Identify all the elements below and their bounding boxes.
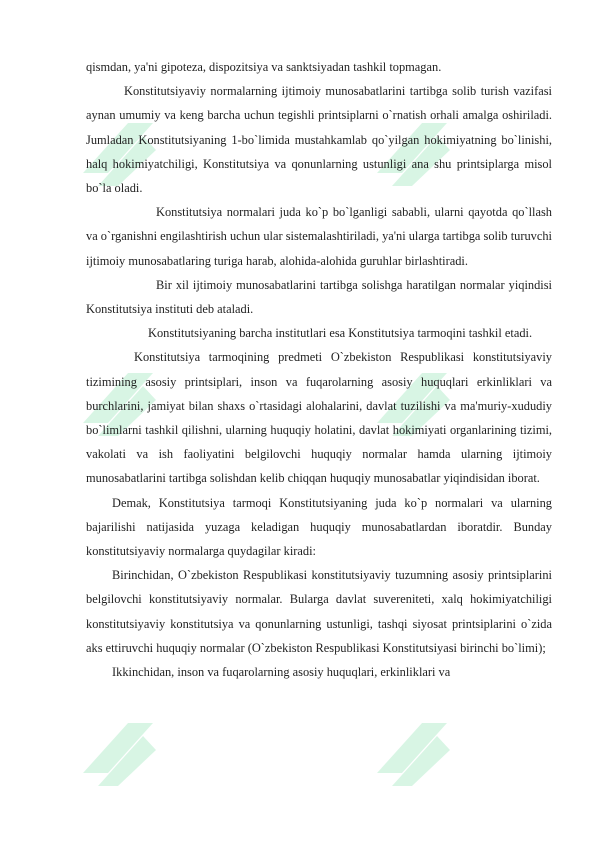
paragraph: qismdan, ya'ni gipoteza, dispozitsiya va sanktsiyadan tashkil topmagan. [86,60,442,74]
paragraph: Konstitutsiya normalari juda ko`p bo`lganligi sababli, ularni qayotda qo`llash va o`rganishni engilashtirish uchun ular sistemalashtiriladi, ya'ni ularga tartibga solib turuvchi ijtimoiy munosabatlaring turiga harab, alohida-alohida guruhlar birlashtiradi. [86,205,552,268]
watermark-logo-icon [372,718,452,788]
paragraph: Ikkinchidan, inson va fuqarolarning asosiy huquqlari, erkinliklari va [112,665,451,680]
paragraph: Konstitutsiyaning barcha institutlari esa Konstitutsiya tarmoqini tashkil etadi. [148,326,533,341]
paragraph: Konstitutsiyaviy normalarning ijtimoiy munosabatlarini tartibga solib turish vazifasi aynan umumiy va keng barcha uchun tegishli printsiplarni o`rnatish orhali amalga oshiriladi. Jumladan Konstitutsiyaning 1-bo`limida mustahkamlab qo`yilgan hokimiyatning bo`linishi, halq hokimiyatchiligi, Konstitutsiya va qonunlarning ustunligi ana shu printsiplarga misol bo`la oladi. [86,84,552,196]
paragraph: Birinchidan, O`zbekiston Respublikasi konstitutsiyaviy tuzumning asosiy printsiplarini belgilovchi konstitutsiyaviy normalar. Bularga davlat suvereniteti, xalq hokimiyatchiligi konstitutsiyaviy konstitutsiya va qonunlarning ustunligi, tashqi siyosat printsiplarini o`zida aks ettiruvchi huquqiy normalar (O`zbekiston Respublikasi Konstitutsiyasi birinchi bo`limi); [86,568,552,655]
watermark-logo-icon [78,718,158,788]
paragraph: Demak, Konstitutsiya tarmoqi Konstitutsiyaning juda ko`p normalari va ularning bajarilishi natijasida yuzaga keladigan huquqiy munosabatlardan iboratdir. Bunday konstitutsiyaviy normalarga quydagilar kiradi: [86,495,552,559]
document-body [86,55,552,684]
paragraph: Bir xil ijtimoiy munosabatlarini tartibga solishga haratilgan normalar yiqindisi Konstitutsiya instituti deb ataladi. [86,277,552,317]
paragraph: Konstitutsiya tarmoqining predmeti O`zbekiston Respublikasi konstitutsiyaviy tizimining asosiy printsiplari, inson va fuqarolarning asosiy huquqlari erkinliklari va burchlarini, jamiyat bilan shaxs o`rtasidagi alohalarini, davlat tuzilishi va ma'muriy-xududiy bo`limlarni tashkil qilishni, ularning huquqiy holatini, davlat hokimiyati organlarining tizimi, vakolati va ish faoliyatini belgilovchi huquqiy normalar hamda ularning ijtimoiy munosabatlarini tartibga solishdan kelib chiqqan huquqiy munosabatlar yiqindisidan iborat. [86,350,552,486]
